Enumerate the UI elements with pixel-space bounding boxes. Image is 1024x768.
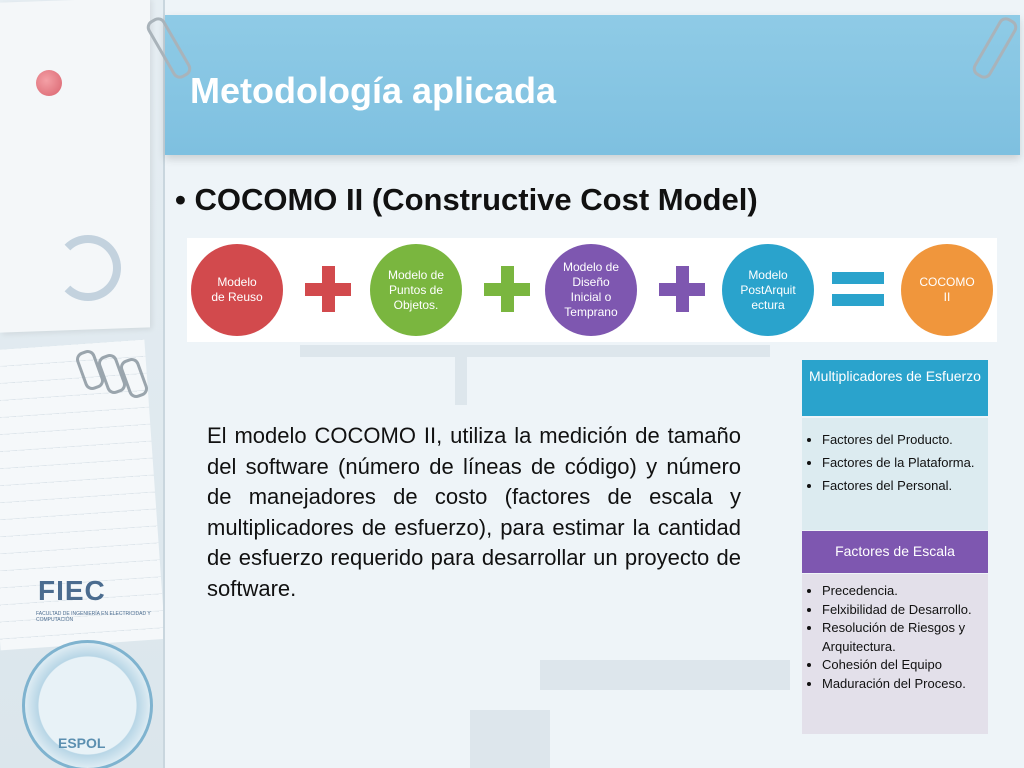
model-circle-cocomo-ii: COCOMO II — [901, 244, 993, 336]
model-circle-postarquitectura: Modelo PostArquit ectura — [722, 244, 814, 336]
multiplicadores-item: • Factores del Personal. — [822, 474, 984, 497]
escala-item: • Resolución de Riesgos y Arquitectura. — [822, 619, 984, 656]
fiec-logo-subtitle: FACULTAD DE INGENIERÍA EN ELECTRICIDAD Y COMPUTACIÓN — [36, 611, 151, 623]
description-paragraph: El modelo COCOMO II, utiliza la medición de tamaño del software (número de líneas de código) y número de manejadores de costo (factores de escala y multiplicadores de esfuerzo), para estimar la cantidad de esfuerzo requerido para desarrollar un proyecto de software. — [207, 423, 741, 601]
model-circle-puntos-objetos: Modelo de Puntos de Objetos. — [370, 244, 462, 336]
escala-item: • Felxibilidad de Desarrollo. — [822, 601, 984, 620]
bg-flow-line — [300, 345, 770, 357]
escala-list — [802, 582, 988, 694]
escala-item: • Cohesión del Equipo — [822, 656, 984, 675]
bg-flow-box — [470, 710, 550, 768]
espol-seal-text: ESPOL — [58, 735, 106, 751]
cocomo-equation — [187, 238, 997, 342]
bullet-text: COCOMO II (Constructive Cost Model) — [194, 182, 758, 217]
model-circle-diseno-inicial: Modelo de Diseño Inicial o Temprano — [545, 244, 637, 336]
swirl-icon — [55, 235, 121, 301]
bg-flow-box — [540, 660, 790, 690]
panel-escala-body — [802, 574, 988, 734]
paperclip-icon — [970, 14, 1020, 81]
model-circle-reuso: Modelo de Reuso — [191, 244, 283, 336]
escala-item: • Maduración del Proceso. — [822, 675, 984, 694]
bg-flow-line — [455, 345, 467, 405]
pushpin-icon — [36, 70, 62, 96]
bullet-heading — [175, 182, 758, 218]
fiec-logo-text: FIEC — [38, 575, 106, 606]
slide-title: Metodología aplicada — [190, 70, 557, 111]
multiplicadores-list — [802, 428, 988, 497]
panel-multiplicadores-header: Multiplicadores de Esfuerzo — [802, 360, 988, 416]
fiec-logo — [18, 575, 158, 635]
left-decoration — [0, 0, 163, 768]
escala-item: • Precedencia. — [822, 582, 984, 601]
multiplicadores-item: • Factores del Producto. — [822, 428, 984, 451]
notepad-rings — [80, 350, 160, 410]
bullet-icon: • — [175, 182, 195, 217]
panel-multiplicadores-body — [802, 418, 988, 530]
multiplicadores-item: • Factores de la Plataforma. — [822, 451, 984, 474]
panel-escala-header: Factores de Escala — [802, 531, 988, 573]
